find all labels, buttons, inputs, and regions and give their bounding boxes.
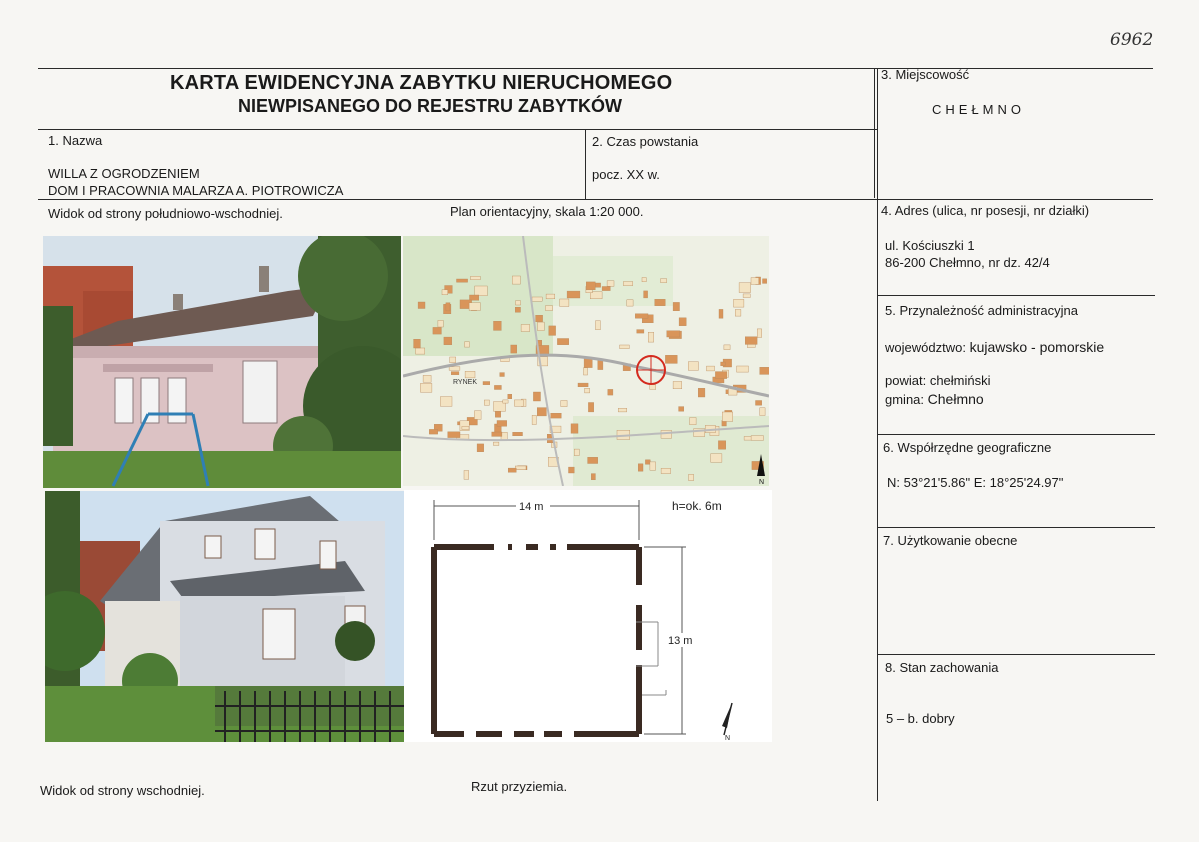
commune-value: Chełmno bbox=[927, 391, 984, 407]
voivodeship-value: kujawsko - pomorskie bbox=[969, 339, 1105, 355]
caption-map: Plan orientacyjny, skala 1:20 000. bbox=[450, 204, 644, 219]
usage-bottom-line bbox=[878, 654, 1155, 655]
usage-label: 7. Użytkowanie obecne bbox=[883, 533, 1018, 548]
voivodeship-label: województwo: bbox=[885, 340, 966, 355]
map-illustration bbox=[403, 236, 769, 486]
floor-plan-drawing bbox=[404, 490, 772, 742]
plan-width-label: 14 m bbox=[519, 501, 544, 513]
caption-floor-plan: Rzut przyziemia. bbox=[471, 779, 568, 794]
condition-value: 5 – b. dobry bbox=[886, 711, 955, 726]
plan-north-label: N bbox=[725, 735, 731, 742]
floor-plan bbox=[404, 490, 772, 742]
voivodeship-row bbox=[885, 339, 1104, 355]
address-label: 4. Adres (ulica, nr posesji, nr działki) bbox=[881, 203, 1090, 218]
name-label: 1. Nazwa bbox=[48, 133, 103, 148]
county-label: powiat: bbox=[885, 373, 927, 388]
right-column-divider-upper bbox=[874, 68, 875, 198]
caption-view-southeast: Widok od strony południowo-wschodniej. bbox=[48, 206, 283, 221]
name-date-divider bbox=[585, 130, 586, 199]
commune-row bbox=[885, 391, 984, 407]
name-line1: WILLA Z OGRODZENIEM bbox=[48, 166, 200, 181]
condition-label: 8. Stan zachowania bbox=[885, 660, 999, 675]
county-row bbox=[885, 373, 991, 388]
address-line1: ul. Kościuszki 1 bbox=[885, 238, 975, 253]
handwritten-number: 6962 bbox=[1110, 30, 1154, 50]
admin-bottom-line bbox=[878, 434, 1155, 435]
date-label: 2. Czas powstania bbox=[592, 134, 699, 149]
header-bottom-line bbox=[38, 129, 878, 130]
plan-depth-label: 13 m bbox=[668, 635, 693, 647]
map-north-label: N bbox=[759, 479, 765, 486]
place-label: 3. Miejscowość bbox=[881, 67, 970, 82]
photo-southeast-view bbox=[43, 236, 401, 488]
address-line2: 86-200 Chełmno, nr dz. 42/4 bbox=[885, 255, 1050, 270]
admin-label: 5. Przynależność administracyjna bbox=[885, 303, 1078, 318]
coords-label: 6. Współrzędne geograficzne bbox=[883, 440, 1052, 455]
county-value: chełmiński bbox=[929, 373, 991, 388]
coords-bottom-line bbox=[878, 527, 1155, 528]
card-subtitle: NIEWPISANEGO DO REJESTRU ZABYTKÓW bbox=[238, 96, 623, 116]
plan-height-label: h=ok. 6m bbox=[672, 499, 722, 513]
villa-southeast-illustration bbox=[43, 236, 401, 488]
name-line2: DOM I PRACOWNIA MALARZA A. PIOTROWICZA bbox=[48, 183, 344, 198]
coords-value: N: 53°21'5.86" E: 18°25'24.97" bbox=[887, 475, 1064, 490]
villa-east-illustration bbox=[45, 491, 404, 742]
date-value: pocz. XX w. bbox=[592, 167, 660, 182]
caption-view-east: Widok od strony wschodniej. bbox=[40, 783, 205, 798]
commune-label: gmina: bbox=[885, 392, 925, 407]
map-market-label: RYNEK bbox=[453, 379, 477, 386]
name-bottom-line bbox=[38, 199, 1153, 200]
photo-east-view bbox=[45, 491, 404, 742]
orientation-map bbox=[403, 236, 769, 486]
place-value: CHEŁMNO bbox=[932, 102, 1026, 117]
address-bottom-line bbox=[878, 295, 1155, 296]
top-border bbox=[38, 68, 1153, 69]
card-title: KARTA EWIDENCYJNA ZABYTKU NIERUCHOMEGO bbox=[170, 72, 673, 94]
